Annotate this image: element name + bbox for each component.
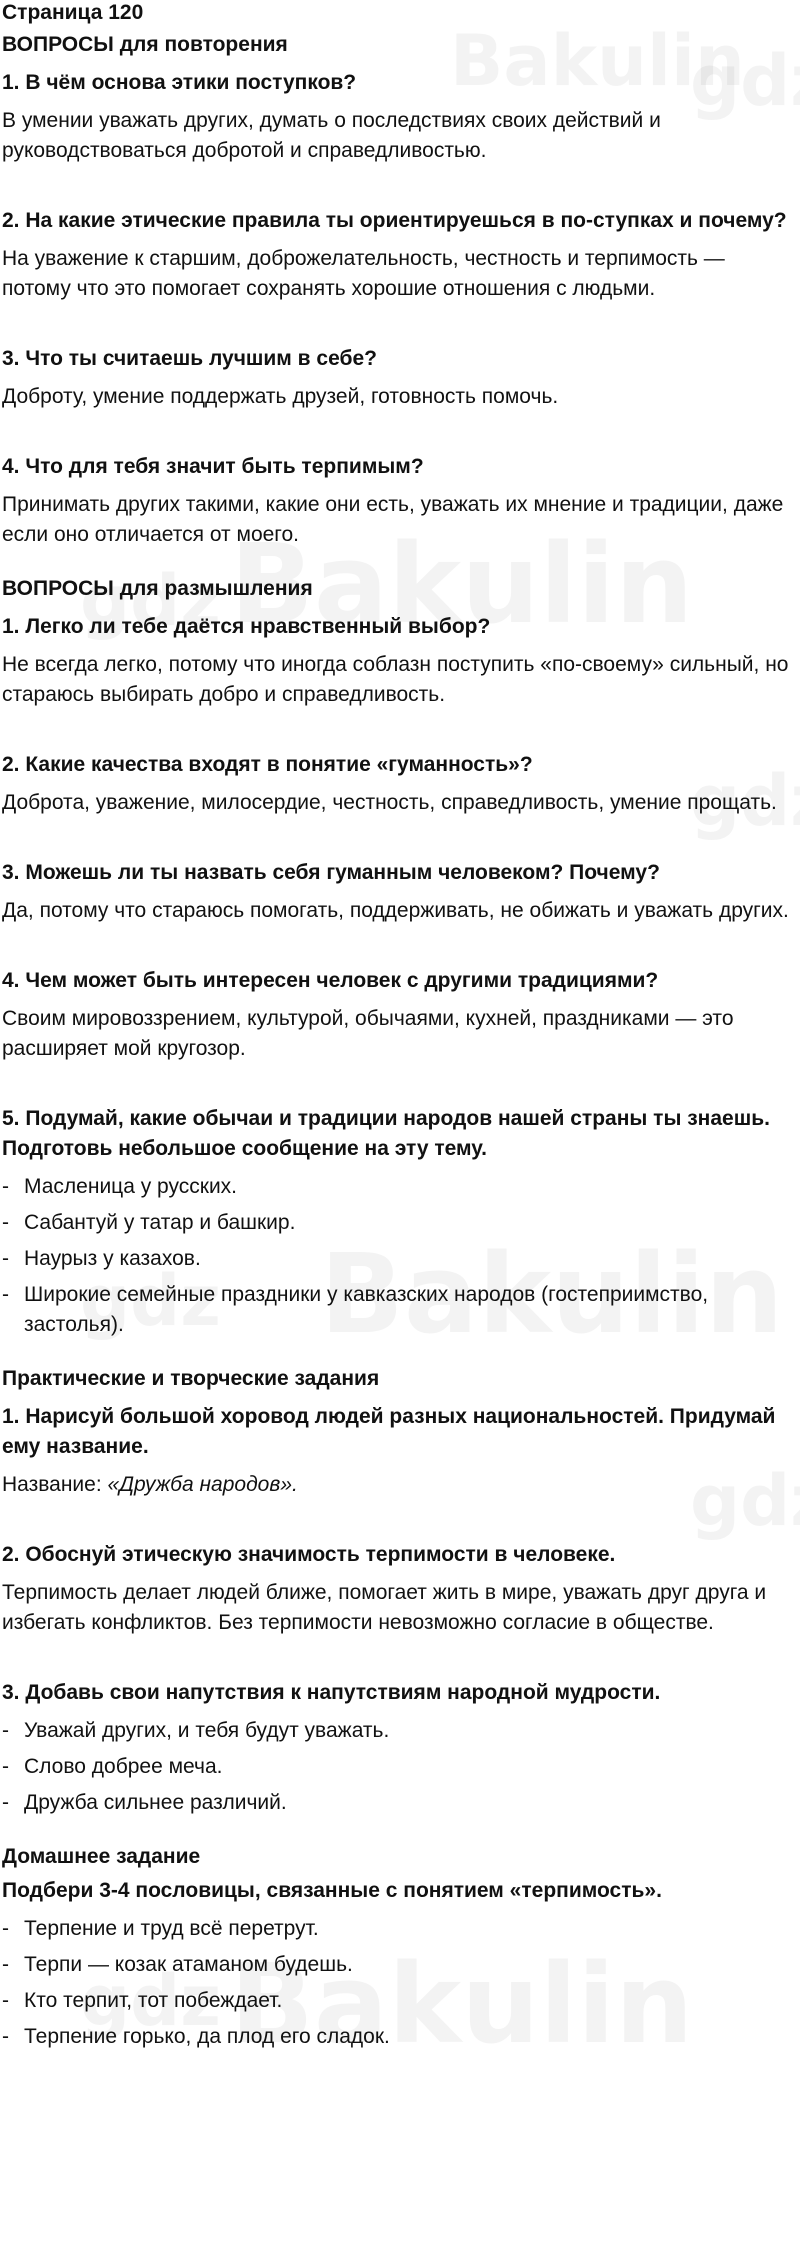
proverbs-list xyxy=(2,1914,794,2052)
list-item: - Сабантуй у татар и башкир. xyxy=(2,1208,794,1238)
question-repeat-4: 4. Что для тебя значит быть терпимым? xyxy=(2,455,424,478)
answer-reflect-1: Не всегда легко, потому что иногда соблазн поступить «по-своему» сильный, но стараюсь выбирать добро и справедливость. xyxy=(2,653,789,706)
question-practice-2: 2. Обоснуй этическую значимость терпимости в человеке. xyxy=(2,1543,616,1566)
question-repeat-2: 2. На какие этические правила ты ориентируешься в по-ступках и почему? xyxy=(2,209,787,232)
page-title: Страница 120 xyxy=(2,1,144,24)
list-item: - Уважай других, и тебя будут уважать. xyxy=(2,1716,794,1746)
name-label: Название: xyxy=(2,1473,108,1496)
question-reflect-3: 3. Можешь ли ты назвать себя гуманным человеком? Почему? xyxy=(2,861,660,884)
answer-repeat-3: Доброту, умение поддержать друзей, готовность помочь. xyxy=(2,385,559,408)
question-repeat-3: 3. Что ты считаешь лучшим в себе? xyxy=(2,347,377,370)
list-item: - Широкие семейные праздники у кавказских народов (гостеприимство, застолья). xyxy=(2,1280,794,1340)
question-reflect-5: 5. Подумай, какие обычаи и традиции народов нашей страны ты знаешь. Подготовь небольшое сообщение на эту тему. xyxy=(2,1107,770,1160)
section-title-homework: Домашнее задание xyxy=(2,1845,201,1868)
section-title-repeat: ВОПРОСЫ для повторения xyxy=(2,33,288,56)
list-item: - Масленица у русских. xyxy=(2,1172,794,1202)
question-practice-1: 1. Нарисуй большой хоровод людей разных национальностей. Придумай ему название. xyxy=(2,1405,776,1458)
list-item: - Слово добрее меча. xyxy=(2,1752,794,1782)
answer-repeat-1: В умении уважать других, думать о последствиях своих действий и руководствоваться добротой и справедливостью. xyxy=(2,109,661,162)
answer-reflect-3: Да, потому что стараюсь помогать, поддерживать, не обижать и уважать других. xyxy=(2,899,789,922)
list-item: - Терпение горько, да плод его сладок. xyxy=(2,2022,794,2052)
list-item: - Кто терпит, тот побеждает. xyxy=(2,1986,794,2016)
list-item: - Терпение и труд всё перетрут. xyxy=(2,1914,794,1944)
name-value: «Дружба народов». xyxy=(107,1473,298,1496)
answer-reflect-4: Своим мировоззрением, культурой, обычаями, кухней, праздниками — это расширяет мой кругозор. xyxy=(2,1007,734,1060)
question-repeat-1: 1. В чём основа этики поступков? xyxy=(2,71,357,94)
wisdom-list xyxy=(2,1716,794,1818)
section-title-practice: Практические и творческие задания xyxy=(2,1367,380,1390)
list-item: - Дружба сильнее различий. xyxy=(2,1788,794,1818)
question-practice-3: 3. Добавь свои напутствия к напутствиям народной мудрости. xyxy=(2,1681,661,1704)
question-reflect-1: 1. Легко ли тебе даётся нравственный выбор? xyxy=(2,615,491,638)
question-reflect-4: 4. Чем может быть интересен человек с другими традициями? xyxy=(2,969,659,992)
homework-task: Подбери 3-4 пословицы, связанные с понятием «терпимость». xyxy=(2,1879,662,1902)
section-title-reflect: ВОПРОСЫ для размышления xyxy=(2,577,313,600)
list-item: - Терпи — козак атаманом будешь. xyxy=(2,1950,794,1980)
answer-reflect-2: Доброта, уважение, милосердие, честность, справедливость, умение прощать. xyxy=(2,791,777,814)
question-reflect-2: 2. Какие качества входят в понятие «гуманность»? xyxy=(2,753,533,776)
list-item: - Наурыз у казахов. xyxy=(2,1244,794,1274)
answer-practice-2: Терпимость делает людей ближе, помогает жить в мире, уважать друг друга и избегать конфликтов. Без терпимости невозможно согласие в обществе. xyxy=(2,1581,767,1634)
answer-repeat-4: Принимать других такими, какие они есть, уважать их мнение и традиции, даже если оно отличается от моего. xyxy=(2,493,784,546)
answer-repeat-2: На уважение к старшим, доброжелательность, честность и терпимость — потому что это помогает сохранять хорошие отношения с людьми. xyxy=(2,247,725,300)
answer-practice-1 xyxy=(2,1470,794,1500)
traditions-list xyxy=(2,1172,794,1340)
